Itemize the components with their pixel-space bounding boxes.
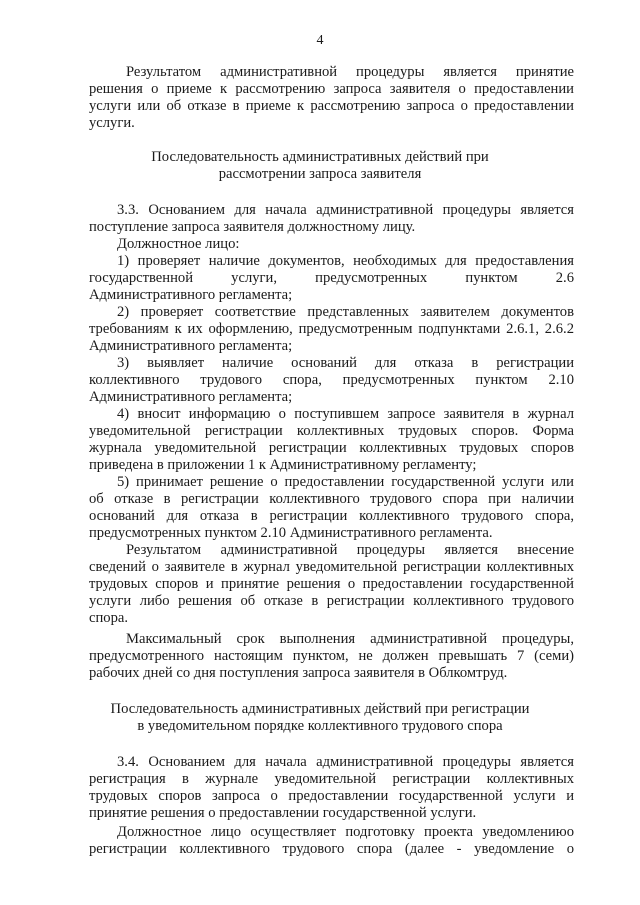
list-item-line: 1) проверяет наличие документов, необходимых для предоставления [117, 253, 574, 269]
paragraph-line: Должностное лицо осуществляет подготовку проекта уведомлениюо [117, 824, 574, 840]
list-item-line: 2) проверяет соответствие представленных заявителем документов [117, 304, 574, 320]
paragraph-line: услуги либо решения об отказе в регистрации коллективного трудового [89, 593, 574, 609]
paragraph-line: 3.4. Основанием для начала административной процедуры является [117, 754, 574, 770]
section-heading: в уведомительном порядке коллективного трудового спора [137, 718, 503, 734]
list-item-line: 5) принимает решение о предоставлении государственной услуги или [117, 474, 574, 490]
list-item-line: об отказе в регистрации коллективного трудового спора при наличии [89, 491, 574, 507]
paragraph-line: сведений о заявителе в журнал уведомительной регистрации коллективных [89, 559, 574, 575]
paragraph-line: регистрация в журнале уведомительной регистрации коллективных [89, 771, 574, 787]
list-item-line: предусмотренных пунктом 2.10 Административного регламента. [89, 525, 493, 541]
paragraph-line: предусмотренного настоящим пунктом, не должен превышать 7 (семи) [89, 648, 574, 664]
list-item-line: 4) вносит информацию о поступившем запросе заявителя в журнал [117, 406, 574, 422]
list-item-line: коллективного трудового спора, предусмотренных пунктом 2.10 [89, 372, 574, 388]
section-heading: рассмотрении запроса заявителя [218, 166, 422, 182]
list-item-line: Административного регламента; [89, 287, 293, 303]
list-item-line: Административного регламента; [89, 389, 293, 405]
list-item-line: требованиям к их оформлению, предусмотренным подпунктами 2.6.1, 2.6.2 [89, 321, 574, 337]
list-item-line: оснований для отказа в регистрации коллективного трудового спора, [89, 508, 574, 524]
paragraph-line: 3.3. Основанием для начала административной процедуры является [117, 202, 574, 218]
paragraph-line: Результатом административной процедуры является принятие [126, 64, 574, 80]
list-item-line: уведомительной регистрации коллективных трудовых споров. Форма [89, 423, 574, 439]
list-item-line: Административного регламента; [89, 338, 293, 354]
page-number: 4 [316, 33, 324, 48]
paragraph-line: рабочих дней со дня поступления запроса заявителя в Облкомтруд. [89, 665, 508, 681]
paragraph-line: принятие решения о предоставлении государственной услуги. [89, 805, 477, 821]
list-item-line: 3) выявляет наличие оснований для отказа в регистрации [117, 355, 574, 371]
paragraph-line: Должностное лицо: [117, 236, 240, 252]
paragraph-line: решения о приеме к рассмотрению запроса заявителя о предоставлении [89, 81, 574, 97]
list-item-line: приведена в приложении 1 к Административному регламенту; [89, 457, 477, 473]
section-heading: Последовательность административных действий при [151, 149, 489, 165]
paragraph-line: трудовых споров и принятие решения о предоставлении государственной [89, 576, 574, 592]
paragraph-line: спора. [89, 610, 129, 626]
paragraph-line: услуги. [89, 115, 135, 131]
list-item-line: государственной услуги, предусмотренных пунктом 2.6 [89, 270, 574, 286]
list-item-line: журнала уведомительной регистрации коллективных трудовых споров [89, 440, 574, 456]
paragraph-line: Результатом административной процедуры является внесение [126, 542, 574, 558]
paragraph-line: услуги или об отказе в приеме к рассмотрению запроса о предоставлении [89, 98, 574, 114]
section-heading: Последовательность административных действий при регистрации [110, 701, 530, 717]
paragraph-line: поступление запроса заявителя должностному лицу. [89, 219, 416, 235]
paragraph-line: регистрации коллективного трудового спора (далее - уведомление о [89, 841, 574, 857]
paragraph-line: Максимальный срок выполнения административной процедуры, [126, 631, 574, 647]
paragraph-line: трудовых споров запроса о предоставлении государственной услуги и [89, 788, 574, 804]
